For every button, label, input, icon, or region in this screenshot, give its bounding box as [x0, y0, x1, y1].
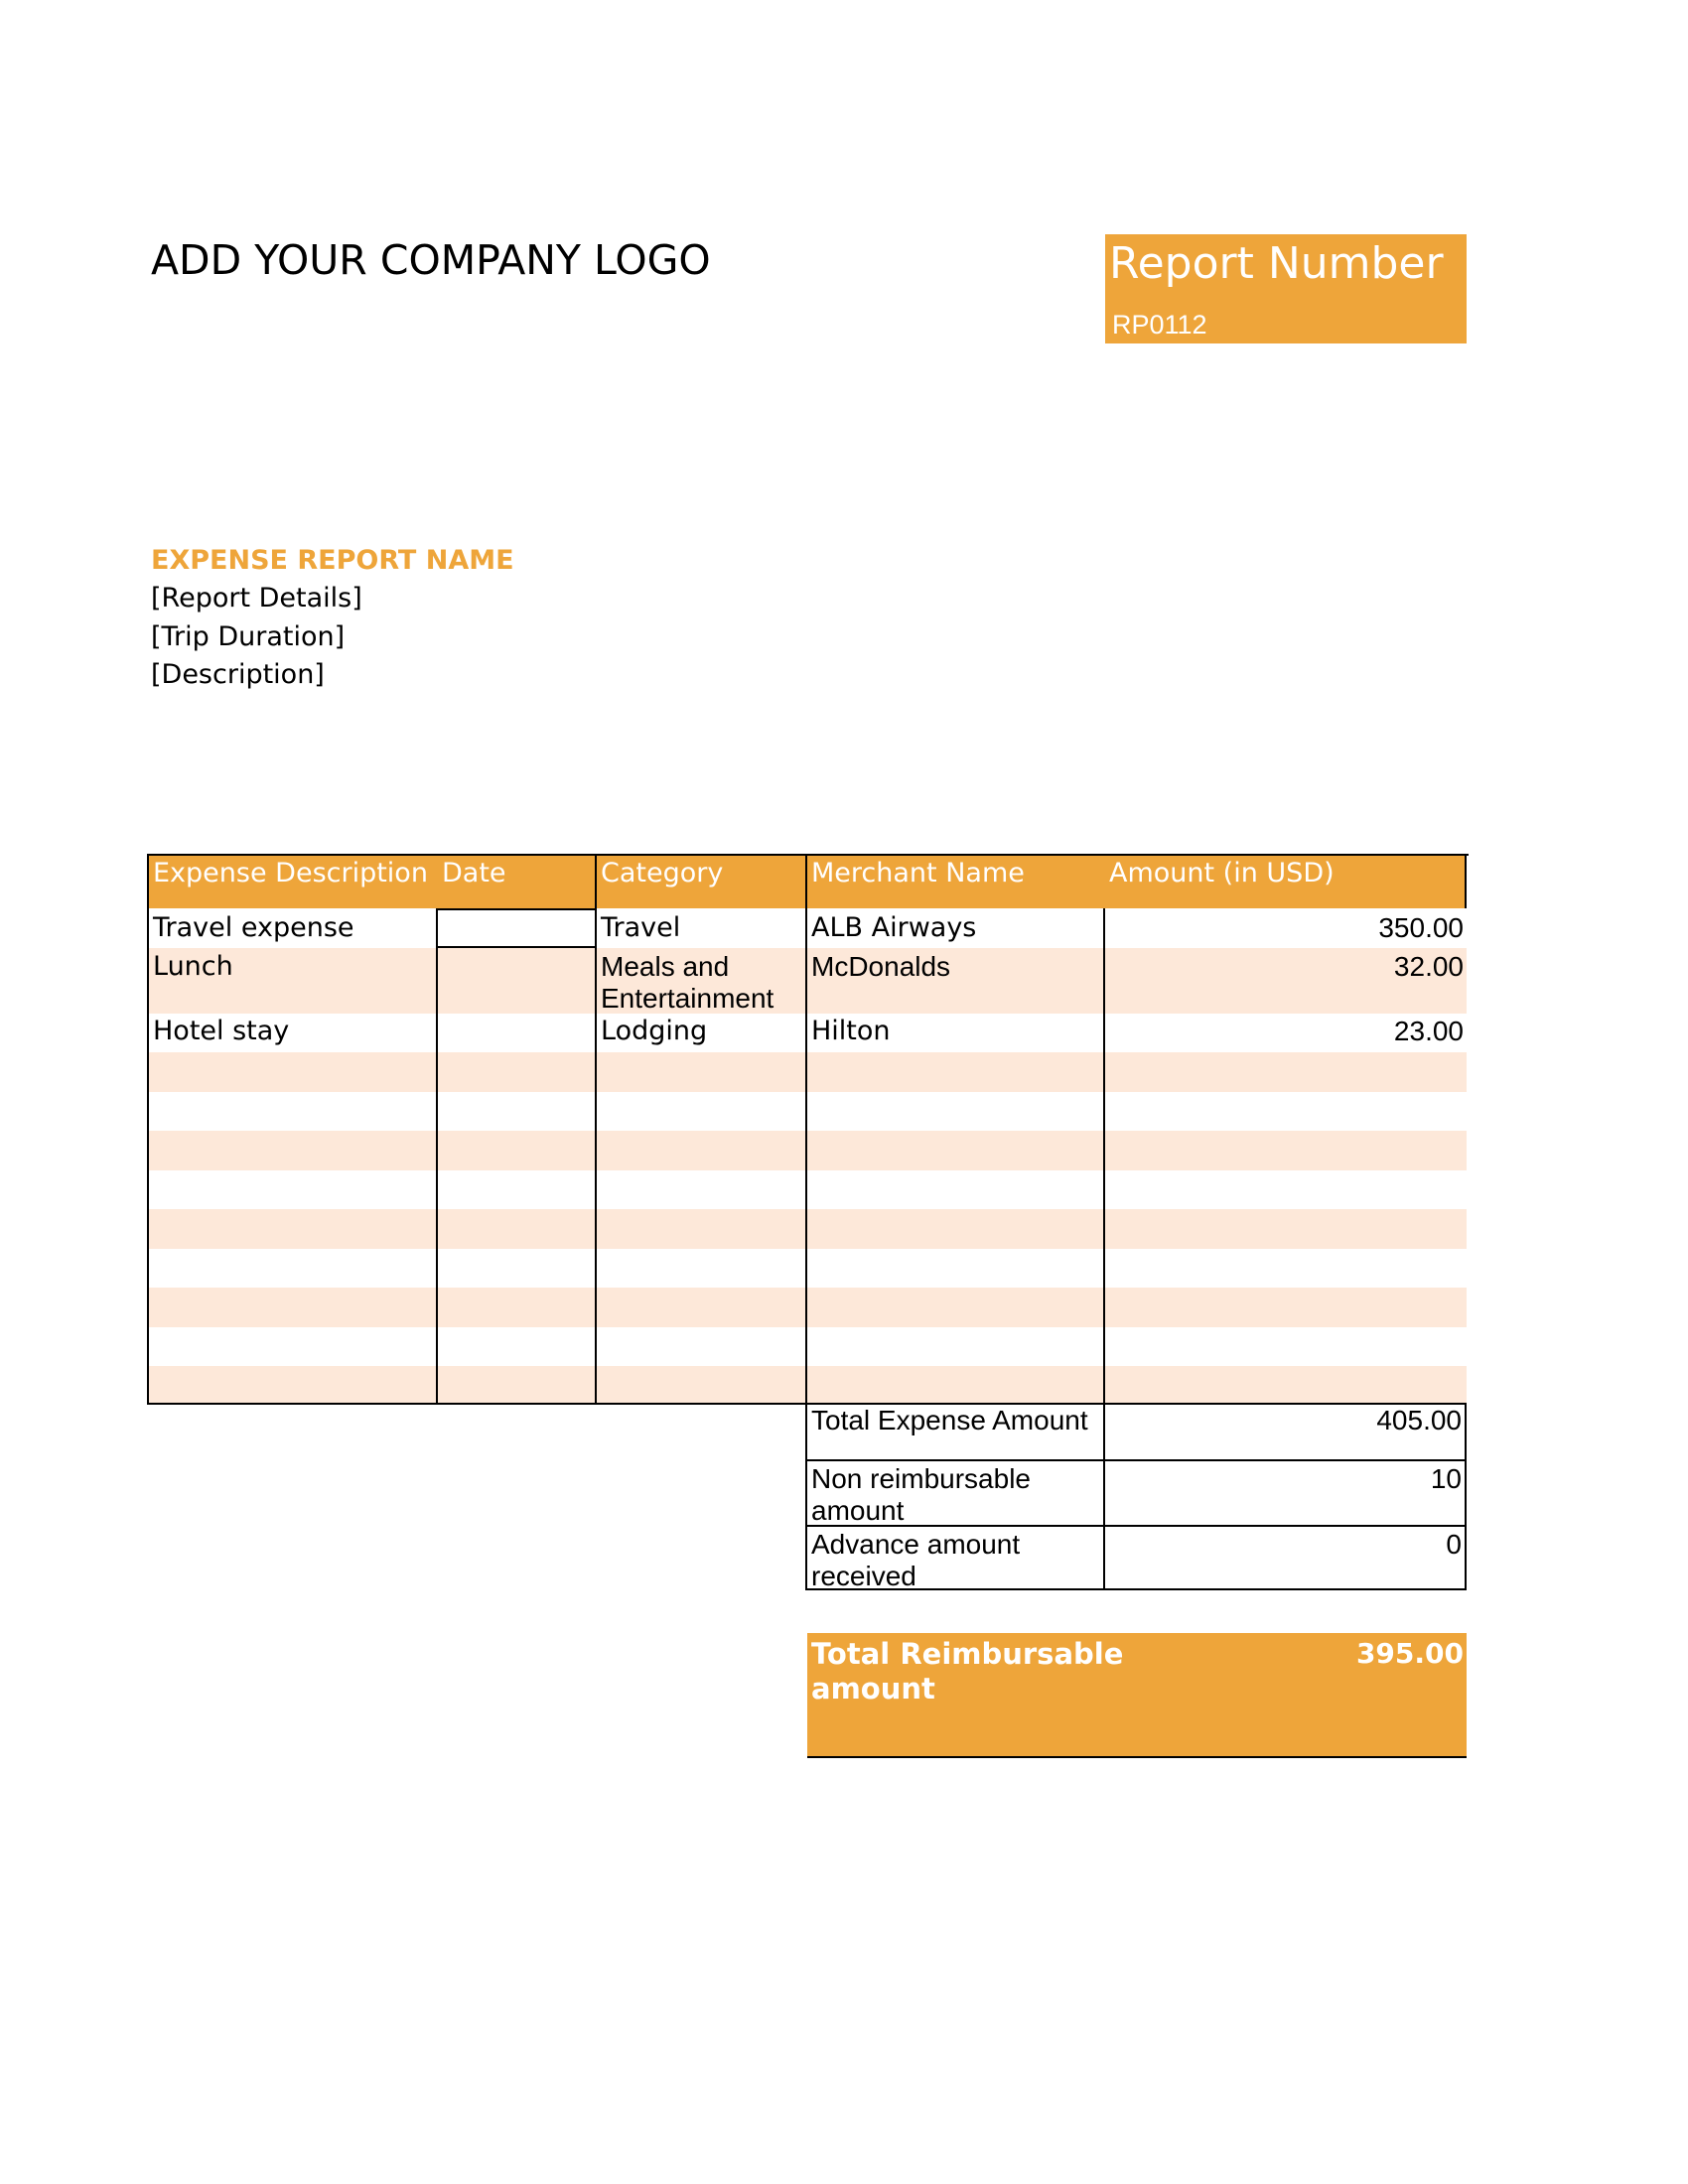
- table-cell-date[interactable]: [438, 949, 595, 1013]
- table-cell-category[interactable]: Travel: [601, 912, 681, 943]
- report-details[interactable]: [Report Details]: [151, 583, 362, 614]
- column-header-amount: Amount (in USD): [1109, 858, 1335, 888]
- table-border-left: [147, 854, 149, 1405]
- table-cell-description[interactable]: Lunch: [153, 951, 233, 982]
- advance-label: Advance amount received: [811, 1529, 1021, 1588]
- advance-value[interactable]: 0: [1446, 1529, 1462, 1560]
- company-logo-placeholder: ADD YOUR COMPANY LOGO: [151, 236, 711, 284]
- table-cell-merchant[interactable]: Hilton: [811, 1016, 891, 1046]
- row-band: [149, 1209, 1467, 1249]
- column-header-date: Date: [442, 858, 506, 888]
- summary-border-right: [1465, 1403, 1467, 1589]
- table-cell-description[interactable]: Travel expense: [153, 912, 354, 943]
- header-gap: [1103, 856, 1105, 910]
- table-cell-amount[interactable]: 23.00: [1393, 1016, 1464, 1046]
- row-band: [149, 1052, 1467, 1092]
- total-reimbursable-label: Total Reimbursable amount: [811, 1637, 1124, 1706]
- table-cell-date[interactable]: [438, 1014, 595, 1051]
- row-band: [149, 1366, 1467, 1405]
- table-cell-merchant[interactable]: McDonalds: [811, 951, 951, 982]
- column-divider: [595, 854, 597, 1405]
- date-cell-top: [436, 908, 597, 910]
- table-cell-date[interactable]: [438, 910, 595, 948]
- table-cell-amount[interactable]: 32.00: [1393, 951, 1464, 982]
- report-name-heading: EXPENSE REPORT NAME: [151, 545, 514, 576]
- column-header-category: Category: [601, 858, 724, 888]
- column-header-description: Expense Description: [153, 858, 428, 888]
- summary-border-bottom: [805, 1588, 1467, 1590]
- table-cell-merchant[interactable]: ALB Airways: [811, 912, 977, 943]
- column-header-merchant: Merchant Name: [811, 858, 1025, 888]
- table-cell-amount[interactable]: 350.00: [1378, 912, 1464, 943]
- row-band: [149, 1288, 1467, 1327]
- trip-duration[interactable]: [Trip Duration]: [151, 620, 346, 652]
- report-description[interactable]: [Description]: [151, 659, 325, 690]
- table-cell-description[interactable]: Hotel stay: [153, 1016, 290, 1046]
- table-border-top: [147, 854, 1469, 856]
- report-number-value[interactable]: RP0112: [1112, 310, 1207, 340]
- table-border-bottom: [147, 1403, 807, 1405]
- total-reimbursable-value[interactable]: 395.00: [1355, 1637, 1464, 1670]
- table-border-right: [1465, 854, 1467, 908]
- row-band: [149, 1131, 1467, 1170]
- table-cell-category[interactable]: Lodging: [601, 1016, 708, 1046]
- table-cell-category[interactable]: Meals and Entertainment: [601, 951, 774, 1013]
- total-reimbursable-box: [807, 1633, 1467, 1758]
- report-number-label: Report Number: [1109, 238, 1444, 289]
- date-cell-bottom: [436, 946, 597, 948]
- column-divider: [436, 908, 438, 1405]
- total-expense-label: Total Expense Amount: [811, 1405, 1088, 1435]
- non-reimbursable-label: Non reimbursable amount: [811, 1463, 1031, 1525]
- total-expense-value[interactable]: 405.00: [1376, 1405, 1462, 1435]
- non-reimbursable-value[interactable]: 10: [1430, 1463, 1462, 1494]
